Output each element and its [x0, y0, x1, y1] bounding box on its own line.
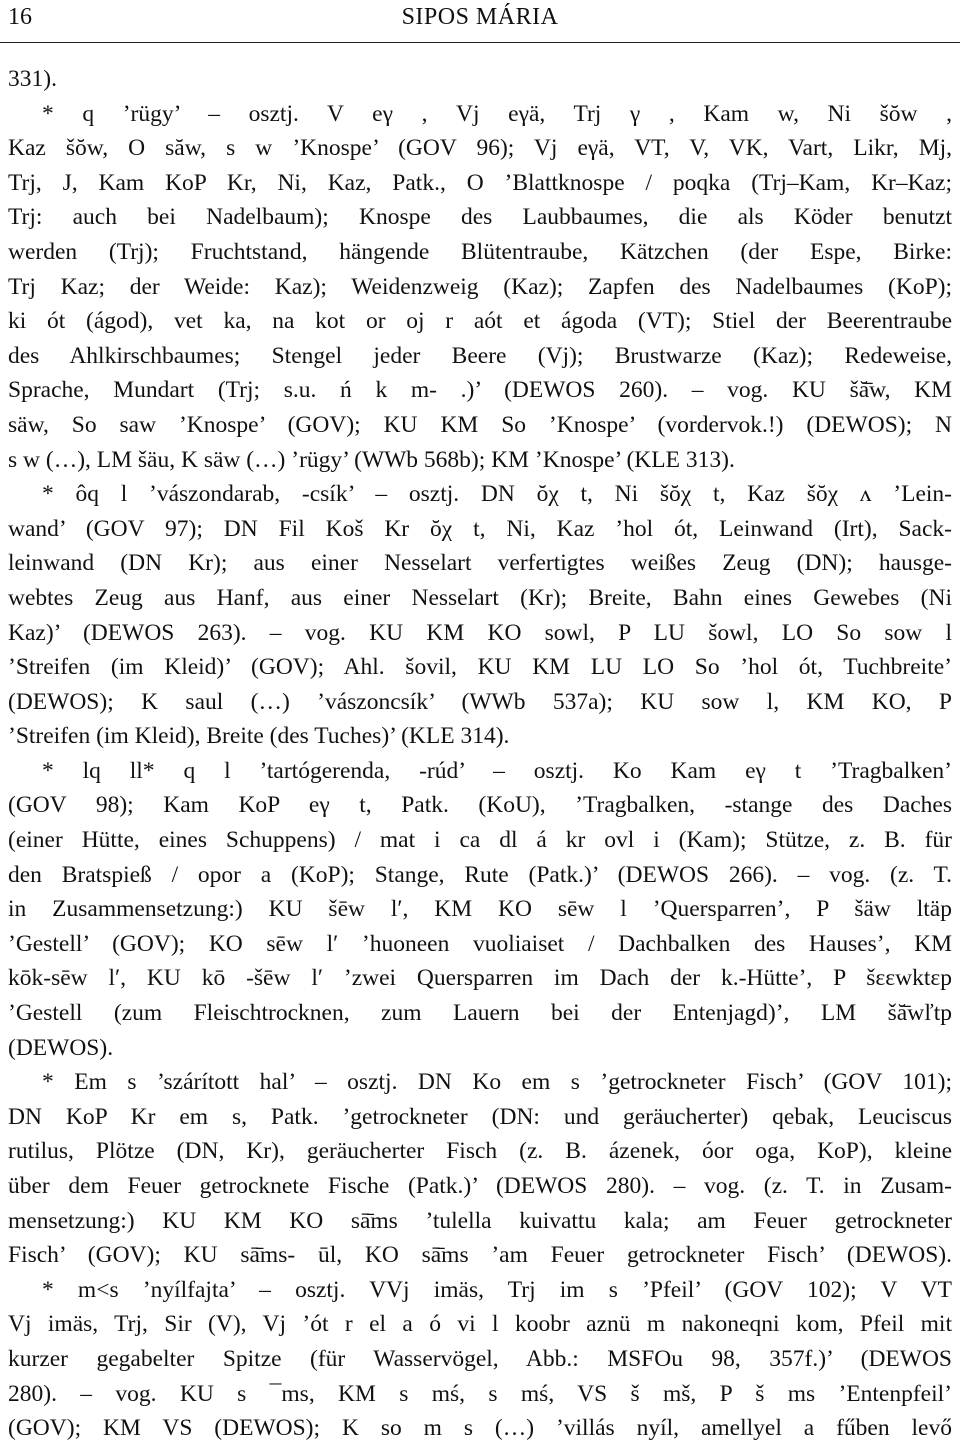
text-line: über dem Feuer getrocknete Fische (Patk.)’ (DEWOS 280). – vog. (z. T. in Zusam- [8, 1173, 952, 1199]
text-line: * Em s ’szárított hal’ – osztj. DN Ko em s ’getrockneter Fisch’ (GOV 101); [42, 1069, 952, 1096]
text-line: ’Streifen (im Kleid)’ (GOV); Ahl. šovil, KU KM LU LO So ’hol ót, Tuchbreite’ [8, 654, 952, 681]
text-line: den Bratspieß / opor a (KoP); Stange, Rute (Patk.)’ (DEWOS 266). – vog. (z. T. [8, 861, 952, 888]
text-line: 331). [8, 66, 57, 92]
text-line: kurzer gegabelter Spitze (für Wasservögel, Abb.: MSFOu 98, 357f.)’ (DEWOS [8, 1345, 952, 1372]
text-line: des Ahlkirschbaumes; Stengel jeder Beere (Vj); Brustwarze (Kaz); Redeweise, [8, 342, 952, 369]
text-line: Kaz)’ (DEWOS 263). – vog. KU KM KO sowl, P LU šowl, LO So sow l [8, 619, 952, 646]
text-line: ki ót (ágod), vet ka, na kot or oj r aót et ágoda (VT); Stiel der Beerentraube [8, 308, 952, 335]
text-line: wand’ (GOV 97); DN Fil Koš Kr ŏχ t, Ni, Kaz ’hol ót, Leinwand (Irt), Sack- [8, 515, 952, 542]
text-line: (DEWOS). [8, 1034, 114, 1061]
text-line: säw, So saw ’Knospe’ (GOV); KU KM So ’Knospe’ (vordervok.!) (DEWOS); N [8, 411, 952, 438]
text-line: Kaz šŏw, O săw, s w ’Knospe’ (GOV 96); Vj eγä, VT, V, VK, Vart, Likr, Mj, [8, 135, 952, 162]
text-line: (einer Hütte, eines Schuppens) / mat i ca dl á kr ovl i (Kam); Stütze, z. B. für [8, 827, 952, 854]
text-line: * lq ll* q l ’tartógerenda, -rúd’ – osztj. Ko Kam eγ t ’Tragbalken’ [42, 757, 952, 784]
text-line: (DEWOS); K saul (…) ’vászoncsík’ (WWb 537a); KU sow l, KM KO, P [8, 688, 952, 715]
text-line: ’Gestell (zum Fleischtrocknen, zum Lauern bei der Entenjagd)’, LM šă̄wľtp [8, 1000, 952, 1027]
text-line: DN KoP Kr em s, Patk. ’getrockneter (DN: und geräucherter) qebak, Leuciscus [8, 1103, 952, 1130]
text-line: Trj Kaz; der Weide: Kaz); Weidenzweig (Kaz); Zapfen des Nadelbaumes (KoP); [8, 273, 952, 300]
running-title: SIPOS MÁRIA [401, 4, 559, 30]
text-line: s w (…), LM šäu, K säw (…) ’rügy’ (WWb 568b); KM ’Knospe’ (KLE 313). [8, 446, 735, 473]
text-line: ’Gestell’ (GOV); KO sēw l′ ’huoneen vuoliaiset / Dachbalken des Hauses’, KM [8, 930, 952, 957]
text-line: werden (Trj); Fruchtstand, hängende Blütentraube, Kätzchen (der Espe, Birke: [8, 238, 952, 265]
text-line: * q ’rügy’ – osztj. V eγ , Vj eγä, Trj γ , Kam w, Ni šŏw , [42, 100, 952, 127]
text-line: 280). – vog. KU s ¯ms, KM s mś, s mś, VS š mš, P š ms ’Entenpfeil’ [8, 1380, 952, 1407]
text-line: ’Streifen (im Kleid), Breite (des Tuches)’ (KLE 314). [8, 723, 510, 750]
text-line: Trj, J, Kam KoP Kr, Ni, Kaz, Patk., O ’Blattknospe / poqka (Trj–Kam, Kr–Kaz; [8, 169, 952, 196]
text-line: * m<s ’nyílfajta’ – osztj. VVj imäs, Trj im s ’Pfeil’ (GOV 102); V VT [42, 1276, 952, 1303]
page-number: 16 [8, 4, 32, 30]
text-line: Vj imäs, Trj, Sir (V), Vj ’ót r el a ó vi l koobr aznü m nakoneqni kom, Pfeil mit [8, 1311, 952, 1338]
text-line: kōk-sēw l′, KU kō -šēw l′ ’zwei Quersparren im Dach der k.-Hütte’, P šεεwktεp [8, 965, 952, 992]
text-line: Sprache, Mundart (Trj; s.u. ń k m- .)’ (DEWOS 260). – vog. KU šă̄w, KM [8, 377, 952, 404]
text-line: (GOV); KM VS (DEWOS); K so m s (…) ’villás nyíl, amellyel a fűben levő [8, 1415, 952, 1442]
text-line: (GOV 98); Kam KoP eγ t, Patk. (KoU), ’Tragbalken, -stange des Daches [8, 792, 952, 819]
text-line: Trj: auch bei Nadelbaum); Knospe des Laubbaumes, die als Köder benutzt [8, 204, 952, 231]
text-line: * ôq l ’vászondarab, -csík’ – osztj. DN ŏχ t, Ni šŏχ t, Kaz šŏχ ʌ ’Lein- [42, 481, 952, 508]
text-line: rutilus, Plötze (DN, Kr), geräucherter Fisch (z. B. ázenek, óor oga, KoP), kleine [8, 1138, 952, 1165]
text-line: in Zusammensetzung:) KU šēw l′, KM KO sēw l ’Quersparren’, P šäw ltäp [8, 896, 952, 923]
text-line: leinwand (DN Kr); aus einer Nesselart verfertigtes weißes Zeug (DN); hausge- [8, 550, 952, 577]
text-line: webtes Zeug aus Hanf, aus einer Nesselart (Kr); Breite, Bahn eines Gewebes (Ni [8, 584, 952, 611]
page-header [0, 0, 960, 43]
text-line: Fisch’ (GOV); KU sā̄ms- ūl, KO sā̄ms ’am Feuer getrockneter Fisch’ (DEWOS). [8, 1242, 952, 1269]
text-line: mensetzung:) KU KM KO sā̄ms ’tulella kuivattu kala; am Feuer getrockneter [8, 1207, 952, 1234]
document-body [8, 62, 952, 1446]
